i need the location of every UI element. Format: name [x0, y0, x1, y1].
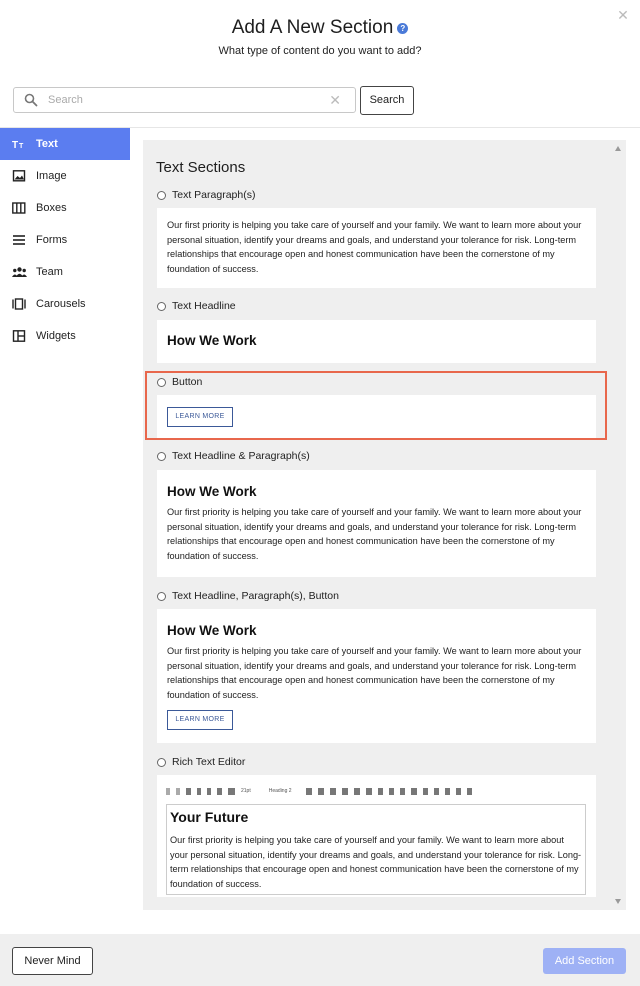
option-label: Button — [172, 376, 203, 388]
sidebar-item-label: Carousels — [36, 298, 86, 310]
numbered-list-icon — [366, 788, 372, 795]
hover-highlight-frame — [145, 371, 607, 440]
sidebar-item-forms[interactable] — [0, 224, 130, 256]
scroll-up-arrow-icon[interactable] — [615, 146, 621, 151]
never-mind-button[interactable]: Never Mind — [12, 947, 93, 975]
source-icon — [456, 788, 461, 795]
scroll-down-arrow-icon[interactable] — [615, 899, 621, 904]
rte-paragraph: Our first priority is helping you take care of yourself and your family. We want to learn more about your personal situation, identify your dreams and goals, and understand your tolerance for risk. Long-term relationships that encourage open and honest communication have been the cornerstone of my foundation of success. — [170, 835, 582, 889]
underline-icon — [207, 788, 211, 795]
boxes-icon — [12, 202, 27, 214]
bold-icon — [186, 788, 191, 795]
preview-paragraph: Our first priority is helping you take care of yourself and your family. We want to learn more about your personal situation, identify your dreams and goals, and understand your tolerance for risk. Long-term relationships that encourage open and honest communication have been the cornerstone of my foundation of success. — [167, 507, 582, 561]
align-center-icon — [318, 788, 324, 795]
svg-text:T: T — [12, 140, 19, 150]
option-label: Text Headline — [172, 300, 236, 312]
preview-headline: How We Work — [167, 623, 257, 638]
radio-button[interactable] — [157, 452, 166, 461]
sidebar-item-label: Image — [36, 170, 67, 182]
preview-headline: How We Work — [167, 484, 257, 499]
sidebar-item-label: Boxes — [36, 202, 67, 214]
align-left-icon — [306, 788, 312, 795]
section-type-sidebar — [0, 128, 130, 352]
sidebar-item-image[interactable] — [0, 160, 130, 192]
upload-icon — [411, 788, 417, 795]
preview-headline-paragraphs-button[interactable] — [157, 609, 596, 743]
preview-paragraph: Our first priority is helping you take care of yourself and your family. We want to learn more about your personal situation, identify your dreams and goals, and understand your tolerance for risk. Long-term relationships that encourage open and honest communication have been the cornerstone of my foundation of success. — [167, 220, 582, 274]
code-icon — [434, 788, 439, 795]
radio-button[interactable] — [157, 302, 166, 311]
option-text-headline[interactable] — [157, 300, 236, 312]
text-type-icon — [12, 138, 27, 150]
forms-icon — [12, 234, 27, 246]
font-color-icon — [228, 788, 235, 795]
widgets-icon — [12, 330, 27, 342]
close-icon[interactable]: ✕ — [617, 7, 629, 23]
radio-button[interactable] — [157, 592, 166, 601]
justify-icon — [342, 788, 348, 795]
option-rich-text-editor[interactable] — [157, 756, 245, 768]
modal-title-text: Add A New Section — [231, 17, 394, 38]
sidebar-item-label: Widgets — [36, 330, 76, 342]
option-label: Rich Text Editor — [172, 756, 246, 768]
sidebar-item-label: Text — [36, 138, 58, 150]
clear-search-icon[interactable]: ✕ — [329, 92, 341, 108]
search-icon — [24, 93, 38, 107]
superscript-icon — [217, 788, 222, 795]
search-box — [13, 87, 356, 113]
modal-footer — [0, 934, 640, 986]
link-icon — [389, 788, 394, 795]
modal-header — [0, 0, 640, 128]
svg-text:T: T — [19, 143, 24, 150]
table-icon — [445, 788, 450, 795]
preview-text-headline[interactable] — [157, 320, 596, 363]
align-right-icon — [330, 788, 336, 795]
radio-button[interactable] — [157, 191, 166, 200]
add-section-button[interactable]: Add Section — [543, 948, 626, 974]
panel-title: Text Sections — [156, 159, 246, 176]
carousels-icon — [12, 298, 27, 310]
sidebar-item-label: Team — [36, 266, 63, 278]
format-select: Heading 2 — [268, 788, 292, 794]
redo-icon — [176, 788, 180, 795]
sidebar-item-label: Forms — [36, 234, 68, 246]
sidebar-item-boxes[interactable] — [0, 192, 130, 224]
team-icon — [12, 266, 27, 278]
radio-button[interactable] — [157, 758, 166, 767]
undo-icon — [166, 788, 170, 795]
rte-content-area[interactable] — [166, 804, 586, 895]
preview-text-paragraphs[interactable] — [157, 208, 596, 288]
option-label: Text Headline & Paragraph(s) — [172, 450, 310, 462]
sidebar-item-carousels[interactable] — [0, 288, 130, 320]
sidebar-item-text[interactable] — [0, 128, 130, 160]
modal-subtitle: What type of content do you want to add? — [218, 45, 422, 57]
rte-headline: Your Future — [170, 809, 249, 825]
modal-title — [0, 17, 640, 39]
option-headline-paragraphs[interactable] — [157, 450, 310, 462]
rte-toolbar — [166, 784, 586, 798]
help-icon[interactable]: ? — [397, 23, 408, 34]
clear-format-icon — [467, 788, 472, 795]
option-text-paragraphs[interactable] — [157, 189, 255, 201]
search-button[interactable]: Search — [360, 86, 414, 115]
search-input[interactable] — [48, 91, 328, 109]
unlink-icon — [400, 788, 405, 795]
preview-headline-paragraphs[interactable] — [157, 470, 596, 577]
option-label: Text Headline, Paragraph(s), Button — [172, 590, 339, 602]
font-size-select: 21pt — [241, 788, 251, 794]
bullet-list-icon — [354, 788, 360, 795]
option-label: Text Paragraph(s) — [172, 189, 256, 201]
learn-more-button: LEARN MORE — [167, 710, 233, 730]
learn-more-button: LEARN MORE — [167, 407, 233, 427]
option-headline-paragraphs-button[interactable] — [157, 590, 339, 602]
italic-icon — [197, 788, 201, 795]
sidebar-item-widgets[interactable] — [0, 320, 130, 352]
sidebar-item-team[interactable] — [0, 256, 130, 288]
preview-paragraph: Our first priority is helping you take care of yourself and your family. We want to learn more about your personal situation, identify your dreams and goals, and understand your tolerance for risk. Long-term relationships that encourage open and honest communication have been the cornerstone of my foundation of success. — [167, 646, 582, 700]
preview-headline: How We Work — [167, 333, 257, 348]
edit-icon — [423, 788, 428, 795]
image-icon — [12, 170, 27, 182]
section-options-panel — [143, 140, 626, 910]
preview-rich-text-editor[interactable] — [157, 775, 596, 897]
indent-icon — [378, 788, 383, 795]
